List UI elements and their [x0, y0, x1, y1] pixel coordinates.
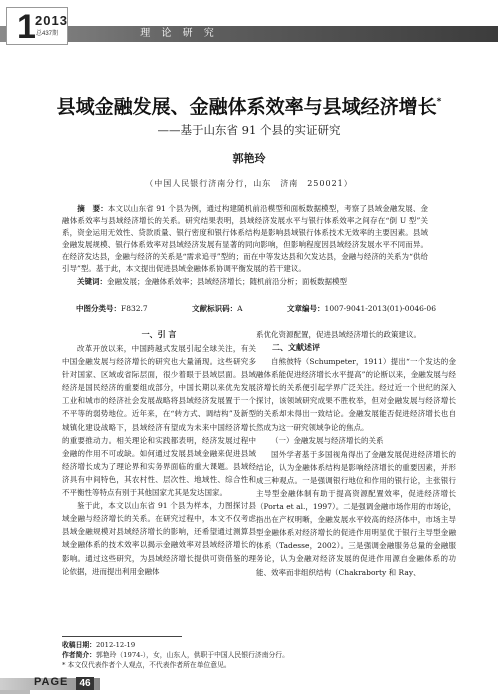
subsection-heading: （一）金融发展与经济增长的关系: [271, 435, 384, 445]
section-label: 理 论 研 究: [140, 28, 218, 39]
clc-code: [76, 303, 148, 314]
doc-label: 文献标识码：: [192, 304, 238, 313]
disclaimer: * 本文仅代表作者个人观点，不代表作者所在单位意见。: [62, 661, 231, 669]
journal-header: [0, 0, 498, 52]
body-paragraph: 国外学者基于多国视角得出了金融发展促进经济增长的结论，认为金融体系结构是影响经济增长的重要因素，并形成三种观点。一是强调银行地位和作用的银行论，主张银行主导型金融体制有助于提高资源配置效率，促进经济增长（Porta et al.，1997）。二是强调金融市场作用的市场论，指出在产权明晰，金融发展水平较高的经济体中，市场主导型金融体系对经济增长的促进作用明显优于银行主导型金融体系（Tadesse，2002）。三是强调金融服务总量的金融服务论，认为金融对经济发展的促进作用源自金融体系的功能、效率而非组织结构（Chakraborty 和 Ray、: [256, 449, 456, 577]
issue-box: [6, 7, 68, 45]
author-bio: [62, 650, 442, 660]
issue-total: 总437期: [36, 31, 59, 37]
body-paragraph: 鉴于此，本文以山东省 91 个县为样本，力图探讨县域金融与经济增长的关系。在研究过程中，本文不仅考虑县域金融规模对县域经济增长的影响，还希望通过测算县域金融体系的技术效率以揭示金融效率对县域经济增长的影响。通过这些研究，为县域经济增长提供可资借鉴的理论依据，进而提出利用金融体: [62, 501, 256, 576]
keywords-line: [62, 276, 428, 288]
left-column: [62, 328, 256, 578]
article-title-text: 县域金融发展、金融体系效率与县域经济增长: [56, 96, 437, 118]
footnote-rule: [62, 636, 182, 637]
header-bar: [0, 26, 498, 42]
abstract-paragraph: [62, 203, 428, 276]
author-name: 郭艳玲: [232, 152, 266, 165]
page-number: 46: [76, 677, 94, 690]
clc-label: 中图分类号：: [76, 304, 121, 313]
abstract: [62, 203, 428, 288]
abstract-label: 摘 要：: [77, 204, 108, 213]
section-heading-review: 二、文献述评: [272, 343, 320, 353]
bio-value: 郭艳玲（1974-），女，山东人，供职于中国人民银行济南分行。: [95, 651, 289, 659]
body-paragraph: 改革开放以来，中国跨越式发展引起全球关注，有关中国金融发展与经济增长的研究也大量涌现。这些研究多针对国家、区域或省际层面，很少着眼于县域层面。县域经济是国民经济的重要组成部分，中国长期以来优先发展工业和城市的经济社会发展战略将县域经济发展置于一个不平等的弱势地位。近年来，在“转方式、调结构”及新型城镇化建设战略下，县域经济有望成为未来中国经济增长的重要推动力。相关理论和实践都表明，经济发展过程中金融的作用不可或缺。如何通过发展县域金融来促进县域经济增长成为了理论界和实务界面临的重大课题。县域经济具有中间特色，其农村性、层次性、地域性、综合性和不平衡性等特点有别于其他国家尤其是发达国家。: [62, 344, 256, 498]
article-subtitle: ——基于山东省 91 个县的实证研究: [157, 123, 341, 137]
keywords-label: 关键词：: [77, 276, 107, 286]
classification-line: [76, 303, 436, 314]
section-heading-intro: 一、引 言: [141, 330, 177, 339]
received-date: [62, 640, 442, 650]
abstract-text: 本文以山东省 91 个县为例，通过构建随机前沿模型和面板数据模型，考察了县域金融发展、金融体系效率与县域经济增长的关系。研究结果表明，县域经济发展水平与银行体系效率之间存在“倒 U 型”关系，资金运用无效性、贷款质量、银行密度和银行体系结构是影响县域银行体系技术无效率的主要因素。县域金融发展规模、银行体系效率对县域经济发展有显著的同向影响，但影响程度因县域经济发展水平不同而异。在经济发达县，金融与经济的关系是“需求追寻”型的；而在中等发达县和欠发达县，金融与经济的关系为“供给引导”型。基于此，本文提出促进县域金融体系协调平衡发展的若干建议。: [62, 204, 429, 274]
article-value: 1007-9041-2013(01)-0046-06: [324, 304, 436, 313]
received-value: 2012-12-19: [95, 641, 136, 649]
article-title: [0, 92, 498, 119]
body-paragraph: 系优化资源配置，促进县域经济增长的政策建议。: [256, 330, 421, 339]
doc-value: A: [237, 304, 243, 313]
received-label: 收稿日期：: [62, 641, 96, 649]
title-footnote-mark: *: [436, 97, 442, 107]
article-code: [287, 303, 436, 314]
edge-mark: [0, 690, 30, 694]
issue-number: 1: [17, 8, 35, 46]
clc-value: F832.7: [121, 304, 148, 313]
issue-year: 2013: [35, 13, 68, 28]
footnote: [62, 640, 442, 670]
article-label: 文章编号：: [287, 304, 325, 313]
body-paragraph: 自熊彼特（Schumpeter，1911）提出“一个发达的金融体系能促进经济增长水平提高”的论断以来，金融发展与经济增长的关系便引起学界广泛关注。经过近一个世纪的深入探讨，该领域研究成果不胜枚举，但对金融发展与经济增长的关系却未得出一致结论。金融发展能否促进经济增长也自然成为这一研究领域争论的焦点。: [256, 357, 456, 432]
page-label: PAGE: [34, 676, 69, 688]
bio-label: 作者简介：: [62, 651, 96, 659]
right-column: [256, 328, 456, 579]
author-affiliation: （中国人民银行济南分行，山东 济南 250021）: [145, 179, 353, 188]
keywords-text: 金融发展；金融体系效率；县域经济增长；随机前沿分析；面板数据模型: [107, 276, 347, 286]
doc-code: [192, 303, 242, 314]
